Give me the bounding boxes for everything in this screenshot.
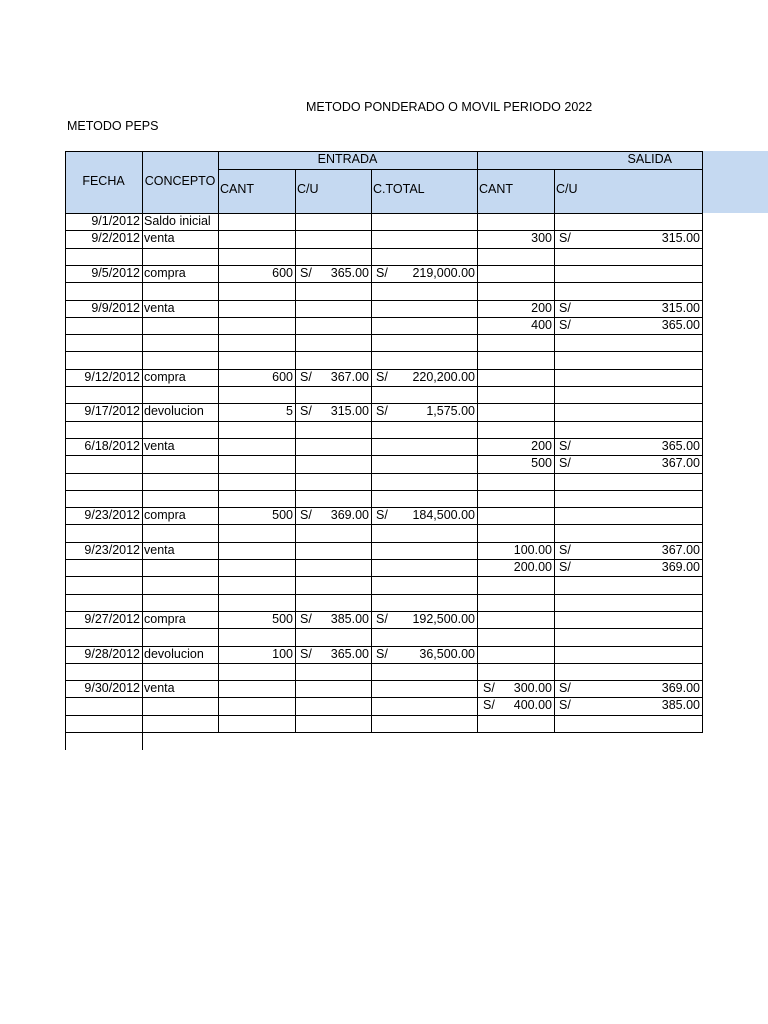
grid-line-row [65,542,702,543]
concepto-cell: venta [144,681,175,696]
concepto-cell: devolucion [144,646,204,661]
grid-line-row [65,594,702,595]
fecha-cell: 9/23/2012 [84,508,140,523]
salida-cant-cell: 200.00 [513,560,552,574]
currency-symbol: S/ [559,681,571,696]
currency-symbol: S/ [376,646,388,661]
grid-line-col [295,169,296,732]
entrada-ctotal-cell: 219,000.00 [412,265,475,280]
currency-symbol: S/ [300,404,312,419]
grid-line-row [65,628,702,629]
grid-line-col [702,151,703,733]
grid-line-row [65,248,702,249]
grid-line-row [65,715,702,716]
grid-line-row [65,386,702,387]
currency-symbol: S/ [483,681,495,696]
concepto-cell: compra [144,369,186,384]
grid-line-col [554,169,555,732]
salida-cant-cell: 400.00 [513,698,552,713]
salida-cant-cell: 300 [531,231,552,246]
salida-cant-cell: 200 [531,300,552,315]
fecha-cell: 9/30/2012 [84,681,140,696]
salida-cu-cell: 365.00 [661,438,700,453]
salida-cu-cell: 365.00 [661,317,700,332]
grid-line-col [477,151,478,732]
header-entrada: ENTRADA [218,151,477,169]
grid-line-row [65,646,702,647]
fecha-cell: 9/9/2012 [91,300,140,315]
grid-line-row [65,213,702,214]
currency-symbol: S/ [376,508,388,523]
entrada-cu-cell: 369.00 [330,508,369,523]
grid-line-row [65,334,702,335]
grid-line-col [65,151,66,750]
fecha-cell: 9/1/2012 [91,214,140,228]
currency-symbol: S/ [559,456,571,471]
currency-symbol: S/ [300,265,312,280]
currency-symbol: S/ [376,369,388,384]
grid-line-row [65,421,702,422]
concepto-cell: venta [144,542,175,557]
grid-line-row [65,611,702,612]
grid-line-subheader [218,169,702,170]
currency-symbol: S/ [559,317,571,332]
entrada-cant-cell: 600 [272,369,293,384]
currency-symbol: S/ [300,646,312,661]
grid-line-col [142,151,143,750]
currency-symbol: S/ [559,698,571,713]
concepto-cell: venta [144,300,175,315]
currency-symbol: S/ [300,369,312,384]
currency-symbol: S/ [300,611,312,626]
grid-line-row [65,559,702,560]
header-salida: SALIDA [477,151,702,169]
grid-line-row [65,473,702,474]
grid-line-row [65,680,702,681]
header-concepto: CONCEPTO [142,151,218,213]
header-fecha: FECHA [65,151,142,213]
concepto-cell: compra [144,611,186,626]
fecha-cell: 9/12/2012 [84,369,140,384]
salida-cant-cell: 100.00 [513,542,552,557]
salida-cant-cell: 300.00 [513,681,552,696]
entrada-ctotal-cell: 1,575.00 [426,404,475,419]
header-entrada-cu: C/U [295,169,371,213]
concepto-cell: compra [144,265,186,280]
entrada-cant-cell: 500 [272,508,293,523]
entrada-cu-cell: 367.00 [330,369,369,384]
entrada-ctotal-cell: 220,200.00 [412,369,475,384]
currency-symbol: S/ [376,265,388,280]
entrada-cu-cell: 385.00 [330,611,369,626]
salida-cant-cell: 500 [531,456,552,471]
concepto-cell: devolucion [144,404,204,419]
concepto-cell: Saldo inicial [144,214,211,228]
entrada-ctotal-cell: 36,500.00 [419,646,475,661]
entrada-cu-cell: 315.00 [330,404,369,419]
salida-cu-cell: 367.00 [661,456,700,471]
grid-line-row [65,265,702,266]
currency-symbol: S/ [559,560,571,574]
currency-symbol: S/ [376,611,388,626]
grid-line-row [65,317,702,318]
currency-symbol: S/ [300,508,312,523]
entrada-ctotal-cell: 192,500.00 [412,611,475,626]
fecha-cell: 9/23/2012 [84,542,140,557]
grid-line-row [65,369,702,370]
grid-line-row [65,697,702,698]
grid-line-row [65,576,702,577]
entrada-cant-cell: 5 [286,404,293,419]
currency-symbol: S/ [559,542,571,557]
grid-line-row [65,507,702,508]
fecha-cell: 9/27/2012 [84,611,140,626]
salida-cant-cell: 200 [531,438,552,453]
currency-symbol: S/ [559,231,571,246]
entrada-cant-cell: 600 [272,265,293,280]
fecha-cell: 9/28/2012 [84,646,140,661]
grid-line-row [65,403,702,404]
grid-line-top [65,151,702,152]
entrada-ctotal-cell: 184,500.00 [412,508,475,523]
entrada-cu-cell: 365.00 [330,265,369,280]
grid-line-row [65,351,702,352]
grid-line-row [65,438,702,439]
grid-line-row [65,230,702,231]
fecha-cell: 9/17/2012 [84,404,140,419]
grid-line-row [65,490,702,491]
currency-symbol: S/ [559,438,571,453]
entrada-cu-cell: 365.00 [330,646,369,661]
concepto-cell: venta [144,438,175,453]
currency-symbol: S/ [559,300,571,315]
salida-cu-cell: 315.00 [661,231,700,246]
concepto-cell: compra [144,508,186,523]
page-subtitle: METODO PEPS [67,119,159,133]
fecha-cell: 6/18/2012 [84,438,140,453]
currency-symbol: S/ [376,404,388,419]
header-salida-cu: C/U [554,169,702,213]
salida-cu-cell: 385.00 [661,698,700,713]
fecha-cell: 9/5/2012 [91,265,140,280]
salida-cu-cell: 369.00 [661,681,700,696]
entrada-cant-cell: 100 [272,646,293,661]
fecha-cell: 9/2/2012 [91,231,140,246]
salida-cant-cell: 400 [531,317,552,332]
concepto-cell: venta [144,231,175,246]
header-salida-cant: CANT [477,169,554,213]
grid-line-row [65,663,702,664]
grid-line-col [371,169,372,732]
currency-symbol: S/ [483,698,495,713]
salida-cu-cell: 367.00 [661,542,700,557]
grid-line-row [65,524,702,525]
salida-cu-cell: 369.00 [661,560,700,574]
grid-line-row [65,732,702,733]
entrada-cant-cell: 500 [272,611,293,626]
grid-line-row [65,455,702,456]
page-title: METODO PONDERADO O MOVIL PERIODO 2022 [306,100,593,114]
header-entrada-ctotal: C.TOTAL [371,169,477,213]
salida-cu-cell: 315.00 [661,300,700,315]
grid-line-row [65,300,702,301]
grid-line-col [218,151,219,732]
header-entrada-cant: CANT [218,169,295,213]
grid-line-row [65,282,702,283]
